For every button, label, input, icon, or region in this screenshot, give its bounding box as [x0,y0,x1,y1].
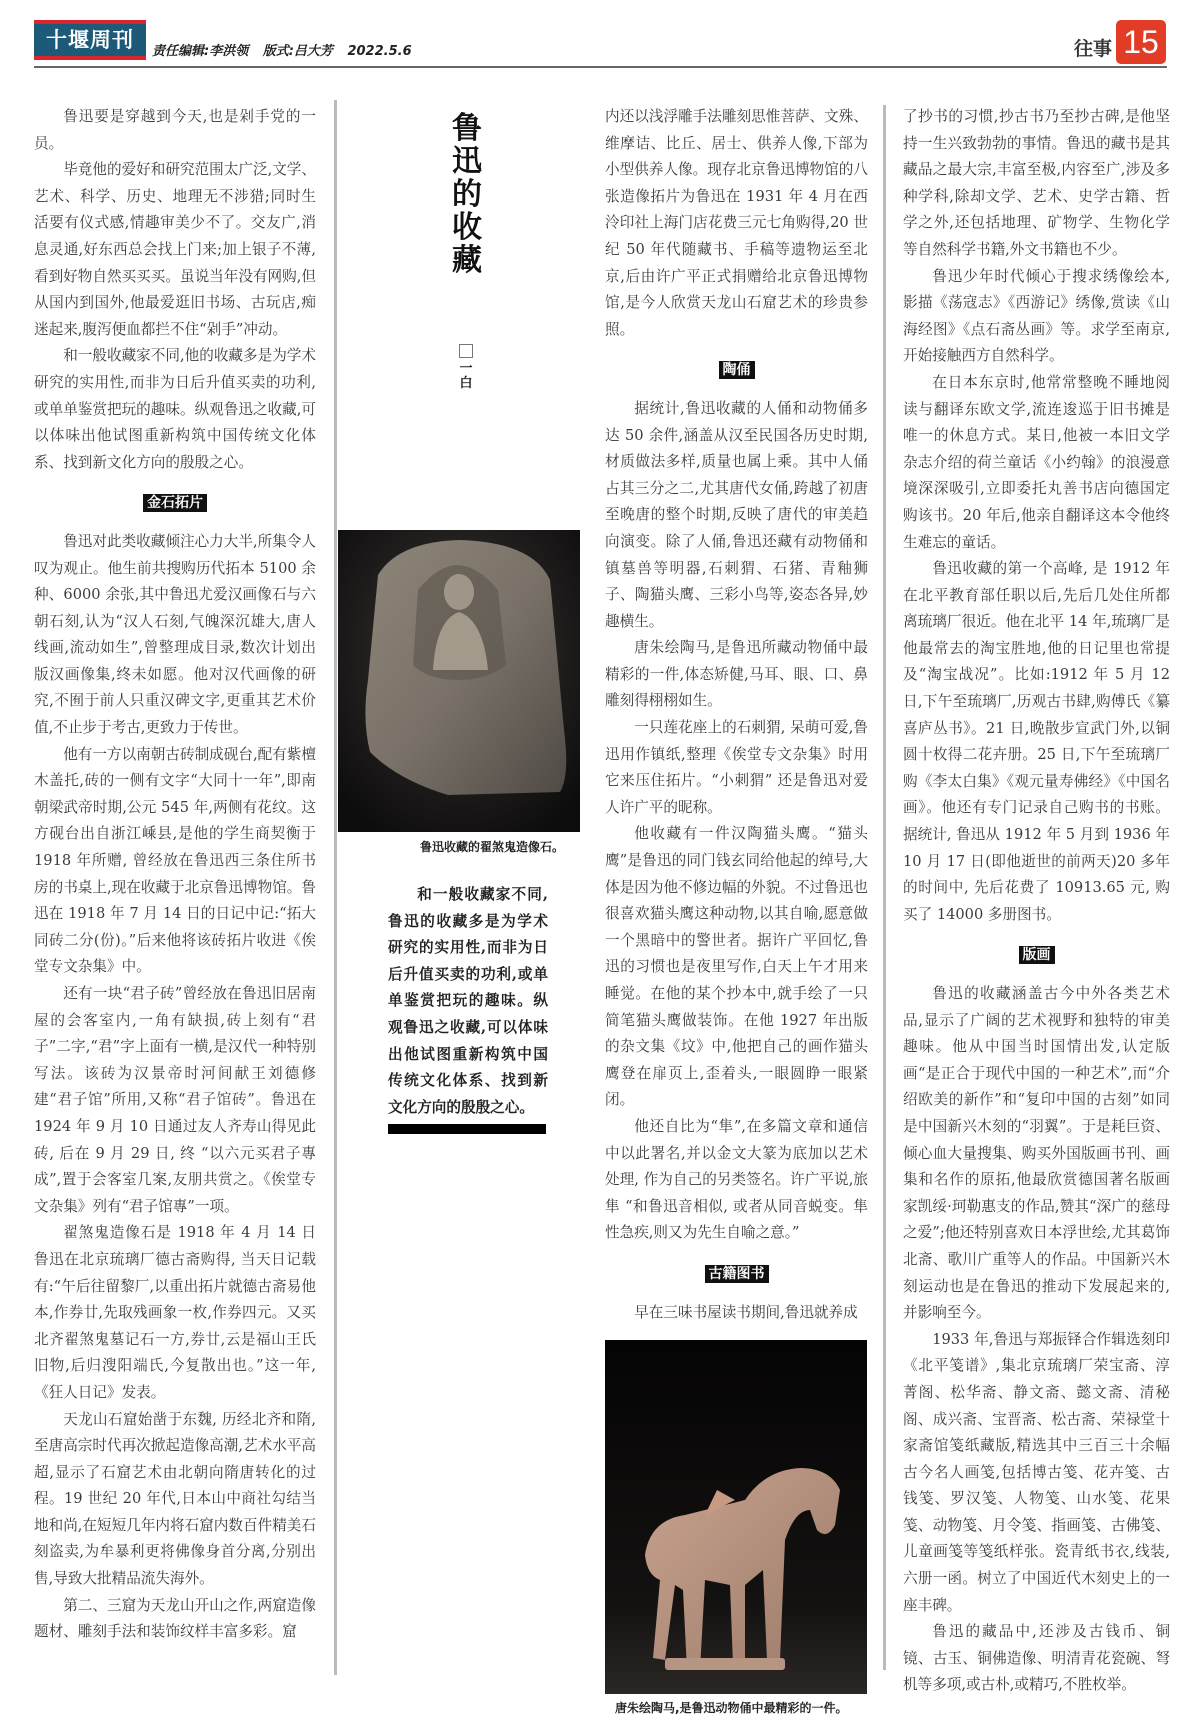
paragraph: 鲁迅对此类收藏倾注心力大半,所集令人叹为观止。他生前共搜购历代拓本 5100 余种、6000 余张,其中鲁迅尤爱汉画像石与六朝石刻,认为“汉人石刻,气魄深沉雄大,唐人线画,流动如生”,曾整理成目录,数次计划出版汉画像集,终未如愿。他对汉代画像的研究,不囿于前人只重汉碑文字,更重其艺术价值,不止步于考古,更致力于传世。 [34,532,316,737]
paragraph: 翟煞鬼造像石是 1918 年 4 月 14 日鲁迅在北京琉璃厂德古斋购得, 当天日记载有:“午后往留黎厂,以重出拓片就德古斋易他本,作券廿,先取残画象一枚,作券四元。又买北齐翟煞鬼墓记石一方,券廿,云是福山王氏旧物,后归溲阳端氏,今复散出也。”这一年,《狂人日记》发表。 [34,1224,316,1401]
section-heading [605,357,868,384]
paragraph: 鲁迅收藏的第一个高峰, 是 1912 年在北平教育部任职以后,先后几处住所都离琉璃厂很近。他在北平 14 年,琉璃厂是他最常去的淘宝胜地,他的日记里也常提及“淘宝战况”。比如:1912 年 5 月 12 日,下午至琉璃厂,历观古书肆,购傅氏《纂喜庐丛书》。21 日,晚散步宣武门外,以铜圆十枚得二花卉册。25 日,下午至琉璃厂购《李太白集》《观元量寿佛经》《中国名画》。他还有专门记录自己购书的书账。据统计, 鲁迅从 1912 年 5 月到 1936 年 10 月 17 日(即他逝世的前两天)20 多年的时间中, 先后花费了 10913.65 元, 购买了 14000 多册图书。 [903,560,1170,923]
layout-credit: 版式:吕大芳 [262,44,333,59]
issue-date: 2022.5.6 [347,44,412,59]
column-divider [334,100,337,1675]
paragraph: 鲁迅少年时代倾心于搜求绣像绘本,影描《荡寇志》《西游记》绣像,赏读《山海经图》《点石斋丛画》等。求学至南京,开始接触西方自然科学。 [903,267,1170,365]
byline-dash: 一 [459,361,473,376]
paragraph: 还有一块“君子砖”曾经放在鲁迅旧居南屋的会客室内,一角有缺损,砖上刻有“君子”二字,“君”字上面有一横,是汉代一种特别写法。该砖为汉景帝时河间献王刘德修建“君子馆”所用,又称“君子馆砖”。鲁迅在 1924 年 9 月 10 日通过友人齐寿山得见此砖, 后在 9 月 29 日, 终 “以六元买君子專成”,置于会客室几案,友朋共赏之。《俟堂专文杂集》列有“君子馆專”一项。 [34,985,316,1215]
paragraph: 和一般收藏家不同,他的收藏多是为学术研究的实用性,而非为日后升值买卖的功利,或单单鉴赏把玩的趣味。纵观鲁迅之收藏,可以体味出他试图重新构筑中国传统文化体系、找到新文化方向的殷殷之心。 [34,347,316,471]
paragraph: 他有一方以南朝古砖制成砚台,配有紫檀木盖托,砖的一侧有文字“大同十一年”,即南朝梁武帝时期,公元 545 年,两侧有花纹。这方砚台出自浙江嵊县,是他的学生商契衡于 1918 年所赠, 曾经放在鲁迅西三条住所书房的书桌上,现在收藏于北京鲁迅博物馆。鲁迅在 1918 年 7 月 14 日的日记中记:“拓大同砖二分(份)。”后来他将该砖拓片收进《俟堂专文杂集》中。 [34,745,316,976]
section-heading-label: 金石拓片 [143,494,207,512]
paragraph: 毕竟他的爱好和研究范围太广泛,文学、艺术、科学、历史、地理无不涉猎;同时生活要有仪式感,情趣审美少不了。交友广,消息灵通,好东西总会找上门来;加上银子不薄,看到好物自然买买买。虽说当年没有网购,但从国内到国外,他最爱逛旧书场、古玩店,痴迷起来,腹泻便血都拦不住“剁手”冲动。 [34,161,316,338]
section-name: 往事 [1073,38,1112,60]
byline [456,344,476,391]
paragraph: 了抄书的习惯,抄古书乃至抄古碑,是他坚持一生兴致勃勃的事情。鲁迅的藏书是其藏品之最大宗,丰富至极,内容至广,涉及多种学科,除却文学、艺术、史学古籍、哲学之外,还包括地理、矿物学、生物化学等自然科学书籍,外文书籍也不少。 [903,108,1170,258]
paragraph: 第二、三窟为天龙山开山之作,两窟造像题材、雕刻手法和装饰纹样丰富多彩。窟 [34,1596,316,1641]
section-heading-label: 陶俑 [719,361,755,379]
pull-quote [388,882,548,1121]
column-1 [34,104,316,1646]
stele-caption: 鲁迅收藏的翟煞鬼造像石。 [420,840,565,854]
paragraph: 鲁迅的收藏涵盖古今中外各类艺术品,显示了广阔的艺术视野和独特的审美趣味。他从中国当时国情出发,认定版画“是正合于现代中国的一种艺术”,而“介绍欧美的新作”和“复印中国的古刻”如同是中国新兴木刻的“羽翼”。于是耗巨资、倾心血大量搜集、购买外国版画书刊、画集和名作的原拓,他最欣赏德国著名版画家凯绥·珂勒惠支的作品,赞其“深广的慈母之爱”;他还特别喜欢日本浮世绘,尤其葛饰北斋、歌川广重等人的作品。中国新兴木刻运动也是在鲁迅的推动下发展起来的,并影响至今。 [903,985,1170,1322]
paragraph: 鲁迅要是穿越到今天,也是剁手党的一员。 [34,108,316,152]
paragraph: 他还自比为“隼”,在多篇文章和通信中以此署名,并以金文大篆为底加以艺术处理, 作为自己的另类签名。许广平说,旅隼 “和鲁迅音相似, 或者从同音蜕变。隼性急疾,则又为先生自喻之意。” [605,1117,868,1242]
section-heading [903,942,1170,969]
paragraph: 在日本东京时,他常常整晚不睡地阅读与翻译东欧文学,流连逡巡于旧书摊是唯一的休息方式。某日,他被一本旧文学杂志介绍的荷兰童话《小约翰》的浪漫意境深深吸引,立即委托丸善书店向德国定购该书。20 年后,他亲自翻译这本令他终生难忘的童话。 [903,373,1170,551]
paragraph: 早在三味书屋读书期间,鲁迅就养成 [634,1303,858,1321]
editor-credit: 责任编辑:李洪领 [152,44,249,59]
section-heading-label: 古籍图书 [705,1265,769,1283]
header-divider [34,66,1167,68]
paragraph: 他收藏有一件汉陶猫头鹰。“猫头鹰”是鲁迅的同门钱玄同给他起的绰号,大体是因为他不修边幅的外貌。不过鲁迅也很喜欢猫头鹰这种动物,以其自喻,愿意做一个黑暗中的警世者。据许广平回忆,鲁迅的习惯也是夜里写作,白天上午才用来睡觉。在他的某个抄本中,就手绘了一只简笔猫头鹰做装饰。在他 1927 年出版的杂文集《坟》中,他把自己的画作猫头鹰登在扉页上,歪着头,一眼圆睁一眼紧闭。 [605,825,868,1109]
column-4 [903,104,1170,1699]
stele-photo [338,530,580,832]
section-heading-label: 版画 [1019,946,1055,964]
paragraph: 天龙山石窟始凿于东魏, 历经北齐和隋,至唐高宗时代再次掀起造像高潮,艺术水平高超,显示了石窟艺术由北朝向隋唐转化的过程。19 世纪 20 年代,日本山中商社勾结当地和尚,在短短几年内将石窟内数百件精美石刻盗卖,为牟暴利更将佛像身首分离,分别出售,导致大批精品流失海外。 [34,1410,316,1588]
column-divider [883,105,886,1670]
column-3-wrapper [605,104,868,1716]
horse-caption: 唐朱绘陶马,是鲁迅动物俑中最精彩的一件。 [615,1701,848,1716]
column-3 [605,104,868,1326]
byline-box-icon [459,344,473,358]
paragraph: 内还以浅浮雕手法雕刻思惟菩萨、文殊、维摩诘、比丘、居士、供养人像,下部为小型供养人像。现存北京鲁迅博物馆的八张造像拓片为鲁迅在 1931 年 4 月在西泠印社上海门店花费三元七角购得,20 世纪 50 年代随藏书、手稿等遗物运至北京,后由许广平正式捐赠给北京鲁迅博物馆,是今人欣赏天龙山石窟艺术的珍贵参照。 [605,108,868,338]
paragraph: 据统计,鲁迅收藏的人俑和动物俑多达 50 余件,涵盖从汉至民国各历史时期,材质做法多样,质量也属上乘。其中人俑占其三分之二,尤其唐代女俑,跨越了初唐至晚唐的整个时期,反映了唐代的审美趋向演变。除了人俑,鲁迅还藏有动物俑和镇墓兽等明器,石刺猬、石猪、青釉狮子、陶猫头鹰、三彩小鸟等,姿态各异,妙趣横生。 [605,399,868,630]
section-heading [605,1261,868,1288]
paragraph: 唐朱绘陶马,是鲁迅所藏动物俑中最精彩的一件,体态矫健,马耳、眼、口、鼻雕刻得栩栩如生。 [605,639,868,710]
horse-photo [605,1340,867,1694]
paragraph: 一只莲花座上的石刺猬, 呆萌可爱,鲁迅用作镇纸,整理《俟堂专文杂集》时用它来压住拓片。“小刺猬” 还是鲁迅对爱人许广平的昵称。 [605,719,868,816]
section-heading [34,490,316,517]
masthead-logo: 十堰周刊 [34,20,146,60]
pull-quote-bar [388,1124,546,1134]
author-name: 白 [459,376,473,391]
page-number-badge: 15 [1116,20,1166,64]
paragraph: 1933 年,鲁迅与郑振铎合作辑选刻印《北平笺谱》,集北京琉璃厂荣宝斋、淳菁阁、松华斋、静文斋、懿文斋、清秘阁、成兴斋、宝晋斋、松古斋、荣禄堂十家斋馆笺纸藏版,精选其中三百三十余幅古今名人画笺,包括博古笺、花卉笺、古钱笺、罗汉笺、人物笺、山水笺、花果笺、动物笺、月令笺、指画笺、古佛笺、儿童画笺等笺纸样张。瓷青纸书衣,线装,六册一函。树立了中国近代木刻史上的一座丰碑。 [903,1330,1170,1614]
article-title: 鲁迅的收藏 [452,111,482,278]
paragraph: 鲁迅的藏品中,还涉及古钱币、铜镜、古玉、铜佛造像、明清青花瓷碗、弩机等多项,或古朴,或精巧,不胜枚举。 [903,1623,1170,1694]
edition-meta [152,40,422,59]
pull-quote-text: 和一般收藏家不同,鲁迅的收藏多是为学术研究的实用性,而非为日后升值买卖的功利,或单单鉴赏把玩的趣味。纵观鲁迅之收藏,可以体味出他试图重新构筑中国传统文化体系、找到新文化方向的殷殷之心。 [388,886,548,1116]
